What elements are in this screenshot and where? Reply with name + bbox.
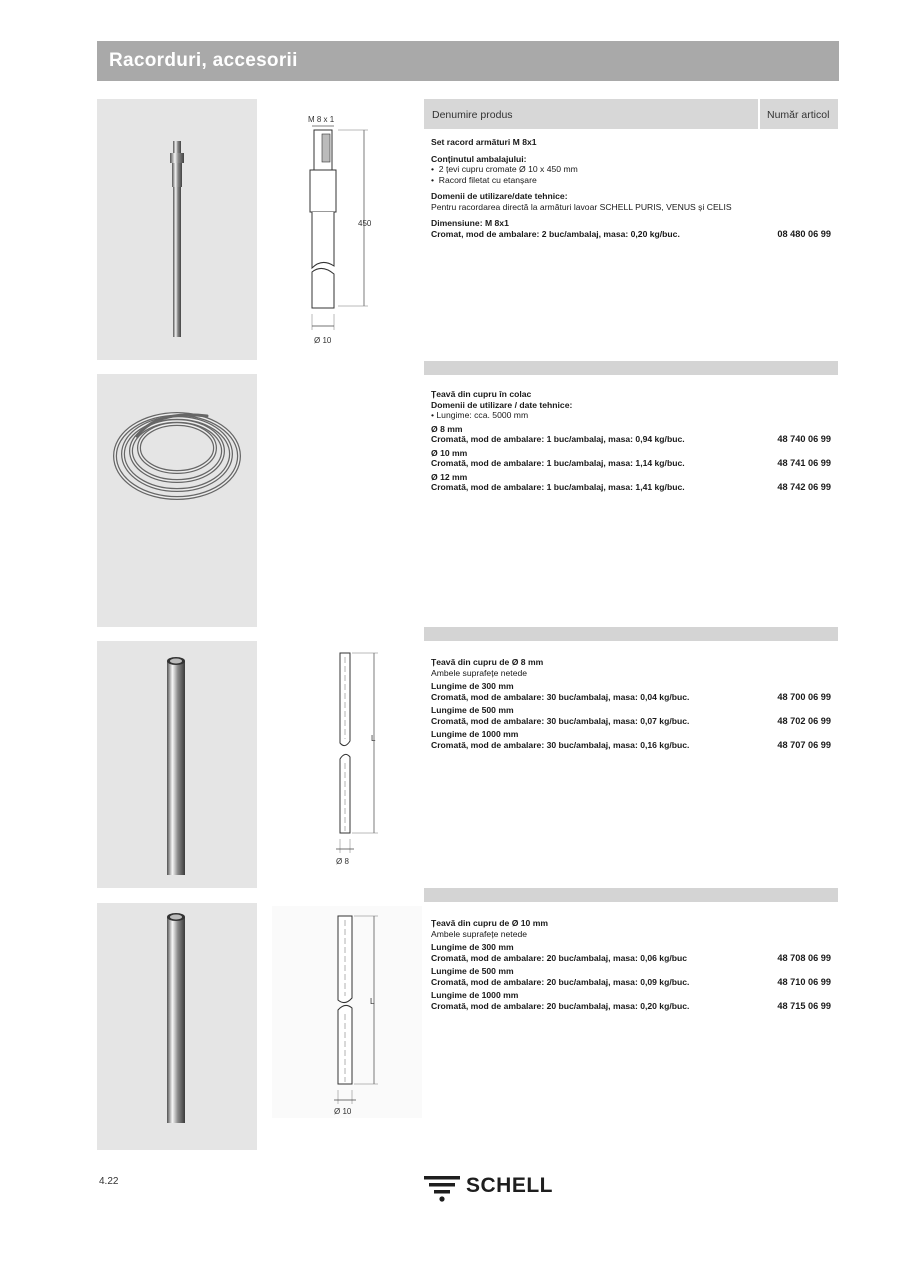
- article-number: 48 700 06 99: [777, 691, 831, 702]
- technical-drawing-pipe-10mm: [272, 906, 422, 1118]
- size-label: Ø 12 mm: [431, 471, 468, 482]
- variant-row: [431, 740, 831, 751]
- variant-row: [431, 229, 831, 240]
- usage-text: Pentru racordarea directă la armături lavoar SCHELL PURIS, VENUS și CELIS: [431, 201, 732, 212]
- article-number: 48 742 06 99: [777, 482, 831, 492]
- variant-row: [431, 482, 831, 493]
- article-number: 48 741 06 99: [777, 458, 831, 468]
- article-number: 48 740 06 99: [777, 434, 831, 444]
- section-divider: [424, 361, 838, 375]
- product-photo-coil: [97, 374, 257, 627]
- column-header-article-label: Număr articol: [767, 109, 830, 121]
- contents-item: • 2 țevi cupru cromate Ø 10 x 450 mm: [431, 164, 578, 174]
- article-number: 48 715 06 99: [777, 1000, 831, 1011]
- product-photo-connection-set: [97, 99, 257, 360]
- product-photo-pipe-10mm: [97, 903, 257, 1150]
- article-number: 48 702 06 99: [777, 715, 831, 726]
- dimension-label: Dimensiune: M 8x1: [431, 218, 509, 228]
- section-divider: [424, 888, 838, 902]
- contents-item: • Racord filetat cu etanșare: [431, 174, 537, 185]
- contents-label: Conținutul ambalajului:: [431, 153, 527, 164]
- product-title: Țeavă din cupru în colac: [431, 389, 532, 399]
- variant-row: [431, 692, 831, 703]
- column-header-product-label: Denumire produs: [432, 109, 513, 121]
- usage-label: Domenii de utilizare/date tehnice:: [431, 191, 568, 201]
- size-label: Lungime de 1000 mm: [431, 990, 519, 1000]
- size-label: Lungime de 500 mm: [431, 705, 514, 715]
- article-number: 48 707 06 99: [777, 739, 831, 750]
- article-number: 48 710 06 99: [777, 976, 831, 987]
- variant-desc: Cromat, mod de ambalare: 2 buc/ambalaj, masa: 0,20 kg/buc.: [431, 228, 680, 239]
- size-label: Ø 8 mm: [431, 423, 463, 434]
- page-title: Racorduri, accesorii: [109, 50, 298, 71]
- product-title: Țeavă din cupru de Ø 8 mm: [431, 657, 544, 667]
- product-subtitle: Ambele suprafețe netede: [431, 928, 528, 939]
- section-divider: [424, 627, 838, 641]
- article-number: 48 708 06 99: [777, 952, 831, 963]
- section-connection-set: [431, 137, 831, 239]
- section-coil-pipe: [431, 389, 831, 493]
- column-header-product: [424, 99, 758, 129]
- variant-desc: Cromată, mod de ambalare: 1 buc/ambalaj, masa: 1,41 kg/buc.: [431, 482, 685, 492]
- size-label: Lungime de 500 mm: [431, 966, 514, 976]
- drawing-label-length: L: [370, 997, 375, 1006]
- size-label: Lungime de 1000 mm: [431, 729, 519, 739]
- variant-row: [431, 953, 831, 964]
- variant-desc: Cromată, mod de ambalare: 30 buc/ambalaj, masa: 0,04 kg/buc.: [431, 691, 690, 702]
- variant-row: [431, 1001, 831, 1012]
- variant-desc: Cromată, mod de ambalare: 1 buc/ambalaj, masa: 1,14 kg/buc.: [431, 458, 685, 468]
- product-title: Set racord armături M 8x1: [431, 137, 537, 147]
- drawing-label-length: L: [371, 734, 376, 743]
- brand-logo: [422, 1172, 572, 1204]
- variant-row: [431, 977, 831, 988]
- variant-desc: Cromată, mod de ambalare: 20 buc/ambalaj, masa: 0,09 kg/buc.: [431, 976, 690, 987]
- product-title: Țeavă din cupru de Ø 10 mm: [431, 918, 549, 928]
- size-label: Lungime de 300 mm: [431, 681, 514, 691]
- drawing-label-length: 450: [358, 219, 372, 228]
- variant-desc: Cromată, mod de ambalare: 30 buc/ambalaj, masa: 0,07 kg/buc.: [431, 715, 690, 726]
- schell-water-icon: [422, 1172, 464, 1204]
- brand-name: SCHELL: [466, 1174, 553, 1197]
- size-label: Ø 10 mm: [431, 447, 468, 458]
- drawing-label-diameter: Ø 10: [334, 1107, 352, 1116]
- variant-desc: Cromată, mod de ambalare: 1 buc/ambalaj, masa: 0,94 kg/buc.: [431, 434, 685, 444]
- usage-label: Domenii de utilizare / date tehnice:: [431, 399, 573, 410]
- technical-drawing-pipe-8mm: [272, 645, 412, 870]
- drawing-label-diameter: Ø 10: [314, 336, 332, 345]
- drawing-label-thread: M 8 x 1: [308, 115, 335, 124]
- product-subtitle: Ambele suprafețe netede: [431, 667, 528, 678]
- variant-row: [431, 434, 831, 445]
- column-header-article: [760, 99, 838, 129]
- section-pipe-10mm: [431, 918, 831, 1011]
- section-pipe-8mm: [431, 657, 831, 750]
- length-note: • Lungime: cca. 5000 mm: [431, 410, 529, 420]
- variant-desc: Cromată, mod de ambalare: 20 buc/ambalaj, masa: 0,20 kg/buc.: [431, 1000, 690, 1011]
- variant-row: [431, 716, 831, 727]
- drawing-label-diameter: Ø 8: [336, 857, 349, 866]
- page-header: [97, 41, 839, 81]
- page-number: 4.22: [99, 1176, 119, 1187]
- size-label: Lungime de 300 mm: [431, 942, 514, 952]
- technical-drawing-connection-set: [272, 108, 412, 353]
- article-number: 08 480 06 99: [777, 228, 831, 239]
- variant-desc: Cromată, mod de ambalare: 30 buc/ambalaj, masa: 0,16 kg/buc.: [431, 739, 690, 750]
- product-photo-pipe-8mm: [97, 641, 257, 888]
- variant-desc: Cromată, mod de ambalare: 20 buc/ambalaj, masa: 0,06 kg/buc: [431, 952, 687, 963]
- variant-row: [431, 458, 831, 469]
